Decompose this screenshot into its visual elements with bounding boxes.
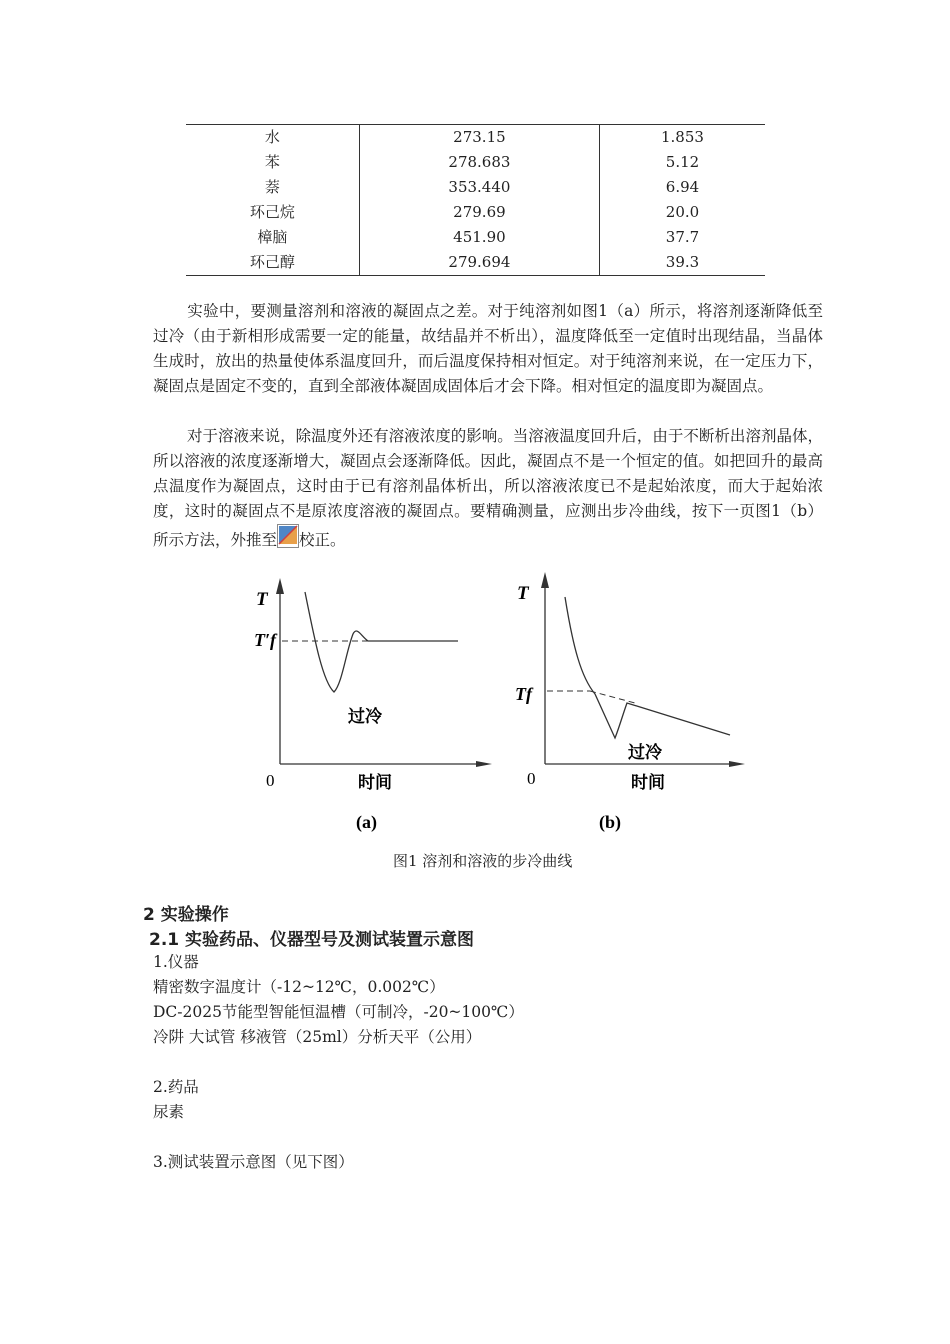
panel-label-b: (b) xyxy=(599,812,621,832)
instrument-thermostat: DC-2025节能型智能恒温槽（可制冷，-20~100℃） xyxy=(153,1003,524,1021)
x-label-a: 时间 xyxy=(358,773,392,792)
reagents-title: 2.药品 xyxy=(153,1078,199,1096)
tf-label-b: Tf xyxy=(515,684,532,704)
supercool-label-a: 过冷 xyxy=(348,707,382,726)
table-row xyxy=(186,150,765,175)
origin-a: 0 xyxy=(266,771,275,790)
table-row xyxy=(186,250,765,276)
table-cell: 279.694 xyxy=(359,250,599,276)
table-cell: 萘 xyxy=(264,178,280,196)
solvent-data-table xyxy=(186,124,765,276)
subsection-heading: 2.1 实验药品、仪器型号及测试装置示意图 xyxy=(149,930,475,950)
table-cell: 环己醇 xyxy=(186,250,359,276)
table-row xyxy=(186,200,765,225)
reagent-urea: 尿素 xyxy=(153,1103,185,1121)
inline-image-placeholder-icon xyxy=(277,524,299,548)
figure-caption: 图1 溶剂和溶液的步冷曲线 xyxy=(393,852,573,870)
table-cell: 37.7 xyxy=(599,225,765,250)
instrument-thermometer: 精密数字温度计（-12~12℃，0.002℃） xyxy=(153,978,445,996)
tf-label-a: T′f xyxy=(254,630,277,650)
paragraph-solution xyxy=(153,424,823,553)
table-cell: 273.15 xyxy=(359,125,599,151)
table-cell: 环己烷 xyxy=(249,203,295,221)
table-cell: 1.853 xyxy=(599,125,765,151)
paragraph-2-end: 校正。 xyxy=(299,531,346,549)
table-cell: 樟脑 xyxy=(257,228,288,246)
paragraph-1-text: 实验中，要测量溶剂和溶液的凝固点之差。对于纯溶剂如图1（a）所示，将溶剂逐渐降低至过冷（由于新相形成需要一定的能量，故结晶并不析出），温度降低至一定值时出现结晶，当晶体生成时，放出的热量使体系温度回升，而后温度保持相对恒定。对于纯溶剂来说，在一定压力下，凝固点是固定不变的，直到全部液体凝固成固体后才会下降。相对恒定的温度即为凝固点。 xyxy=(153,302,823,395)
paragraph-2-text: 对于溶液来说，除温度外还有溶液浓度的影响。当溶液温度回升后，由于不断析出溶剂晶体，所以溶液的浓度逐渐增大，凝固点会逐渐降低。因此，凝固点不是一个恒定的值。如把回升的最高点温度作为凝固点，这时由于已有溶剂晶体析出，所以溶液浓度已不是起始浓度，而大于起始浓度，这时的凝固点不是原浓度溶液的凝固点。要精确测量，应测出步冷曲线，按下一页图1（b）所示方法，外推至 xyxy=(153,427,823,549)
table-cell: 水 xyxy=(186,125,359,151)
table-cell: 6.94 xyxy=(599,175,765,200)
table-row xyxy=(186,125,765,151)
panel-label-a: (a) xyxy=(356,812,377,832)
supercool-label-b: 过冷 xyxy=(628,743,662,762)
y-label-b: T xyxy=(517,583,529,604)
instruments-title: 1.仪器 xyxy=(153,953,199,971)
table-row xyxy=(186,225,765,250)
curve-b xyxy=(565,597,730,738)
table-cell: 353.440 xyxy=(359,175,599,200)
y-axis-arrow-b xyxy=(541,572,549,588)
table-cell: 5.12 xyxy=(599,150,765,175)
y-label-a: T xyxy=(256,589,268,610)
table-cell: 苯 xyxy=(264,153,280,171)
x-label-b: 时间 xyxy=(631,773,665,792)
x-axis-arrow-a xyxy=(476,761,492,767)
paragraph-pure-solvent xyxy=(153,299,823,399)
table-cell: 39.3 xyxy=(599,250,765,276)
cooling-curve-a xyxy=(240,572,500,837)
cooling-curve-b xyxy=(505,572,750,837)
table-cell: 451.90 xyxy=(359,225,599,250)
curve-a xyxy=(305,592,458,692)
instrument-misc: 冷阱 大试管 移液管（25ml）分析天平（公用） xyxy=(153,1028,482,1046)
table-row xyxy=(186,175,765,200)
table-cell: 278.683 xyxy=(359,150,599,175)
table-cell: 20.0 xyxy=(599,200,765,225)
x-axis-arrow-b xyxy=(729,761,745,767)
y-axis-arrow-a xyxy=(276,578,284,594)
origin-b: 0 xyxy=(527,769,536,788)
section-heading: 2 实验操作 xyxy=(143,905,229,925)
table-cell: 279.69 xyxy=(359,200,599,225)
apparatus-title: 3.测试装置示意图（见下图） xyxy=(153,1153,354,1171)
